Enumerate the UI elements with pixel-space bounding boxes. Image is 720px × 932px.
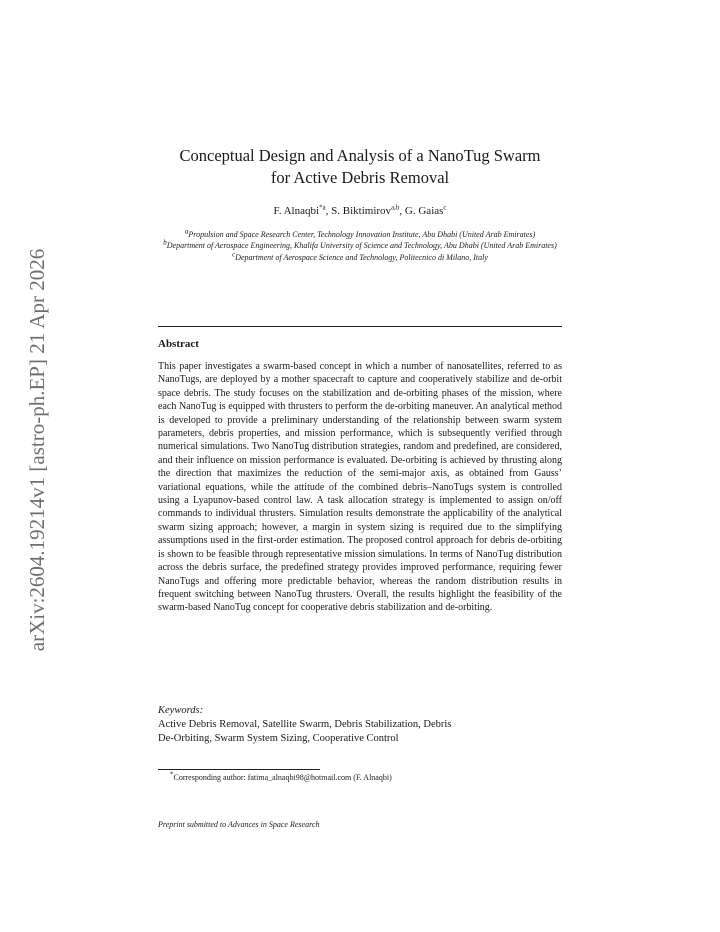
abstract-text: This paper investigates a swarm-based concept in which a number of nanosatellites, referred to as NanoTugs, are deployed by a mother spacecraft to capture and cooperatively stabilize and de-orbit space debris. The study focuses on the stabilization and de-orbiting phases of the mission, where each NanoTug is equipped with thrusters to perform the de-orbiting maneuver. An analytical method is developed to provide a preliminary understanding of the relationship between swarm system parameters, debris properties, and mission performance, which is subsequently verified through numerical simulations. Two NanoTug distribution strategies, random and predefined, are considered, and their influence on mission performance is evaluated. De-orbiting is achieved by thrusting along the direction that maximizes the reduction of the semi-major axis, as obtained from Gauss’ variational equations, while the attitude of the combined debris–NanoTugs system is controlled using a Lyapunov-based control law. A task allocation strategy is implemented to assign on/off commands to individual thrusters. Simulation results demonstrate the applicability of the analytical swarm sizing approach; however, a margin in system sizing is required due to the simplifying assumptions used in the first-order estimation. The proposed control approach for debris de-orbiting is shown to be feasible through representative mission simulations. In terms of NanoTug distribution across the debris surface, the predefined strategy provides improved performance, requiring fewer NanoTugs and offering more predictable behavior, whereas the random distribution results in frequent switching between NanoTug thrusters. Overall, the results highlight the feasibility of the swarm-based NanoTug concept for cooperative debris stabilization and de-orbiting. bbox=[158, 361, 562, 614]
abstract-heading: Abstract bbox=[158, 338, 199, 350]
title-line-2: for Active Debris Removal bbox=[270, 168, 450, 187]
title-line-1: Conceptual Design and Analysis of a NanoTug Swarm bbox=[179, 146, 541, 165]
author: G. Gaias$^c$ bbox=[404, 203, 447, 217]
preprint-note: Preprint submitted to Advances in Space Research bbox=[158, 820, 320, 829]
keywords-line: De-Orbiting, Swarm System Sizing, Cooperative Control bbox=[158, 733, 399, 744]
author-list: F. Alnaqbi$^{*a}$, S. Biktimirov$^{a,b}$, G. Gaias$^c$ bbox=[273, 203, 447, 217]
affiliation-list bbox=[158, 229, 562, 263]
keywords-heading: Keywords: bbox=[158, 705, 204, 716]
arxiv-stamp-text: arXiv:2604.19214v1 [astro-ph.EP] 21 Apr 2026 bbox=[25, 248, 49, 652]
author: S. Biktimirov$^{a,b}$ bbox=[331, 203, 400, 217]
footnote-divider bbox=[158, 769, 320, 770]
paper-title bbox=[120, 145, 600, 189]
affiliation: $^c$Department of Aerospace Science and Technology, Politecnico di Milano, Italy bbox=[232, 249, 488, 262]
affiliation: $^a$Propulsion and Space Research Center, Technology Innovation Institute, Abu Dhabi (United Arab Emirates) bbox=[184, 227, 536, 239]
abstract-divider bbox=[158, 326, 562, 327]
keywords-line: Active Debris Removal, Satellite Swarm, Debris Stabilization, Debris bbox=[158, 719, 452, 730]
arxiv-identifier-stamp bbox=[16, 235, 52, 665]
author: F. Alnaqbi$^{*a}$ bbox=[273, 203, 326, 217]
corresponding-author-footnote: *Corresponding author: fatima_alnaqbi98@hotmail.com (F. Alnaqbi) bbox=[170, 770, 392, 782]
affiliation: $^b$Department of Aerospace Engineering, Khalifa University of Science and Technology, Abu Dhabi (United Arab Emirates) bbox=[163, 238, 557, 251]
